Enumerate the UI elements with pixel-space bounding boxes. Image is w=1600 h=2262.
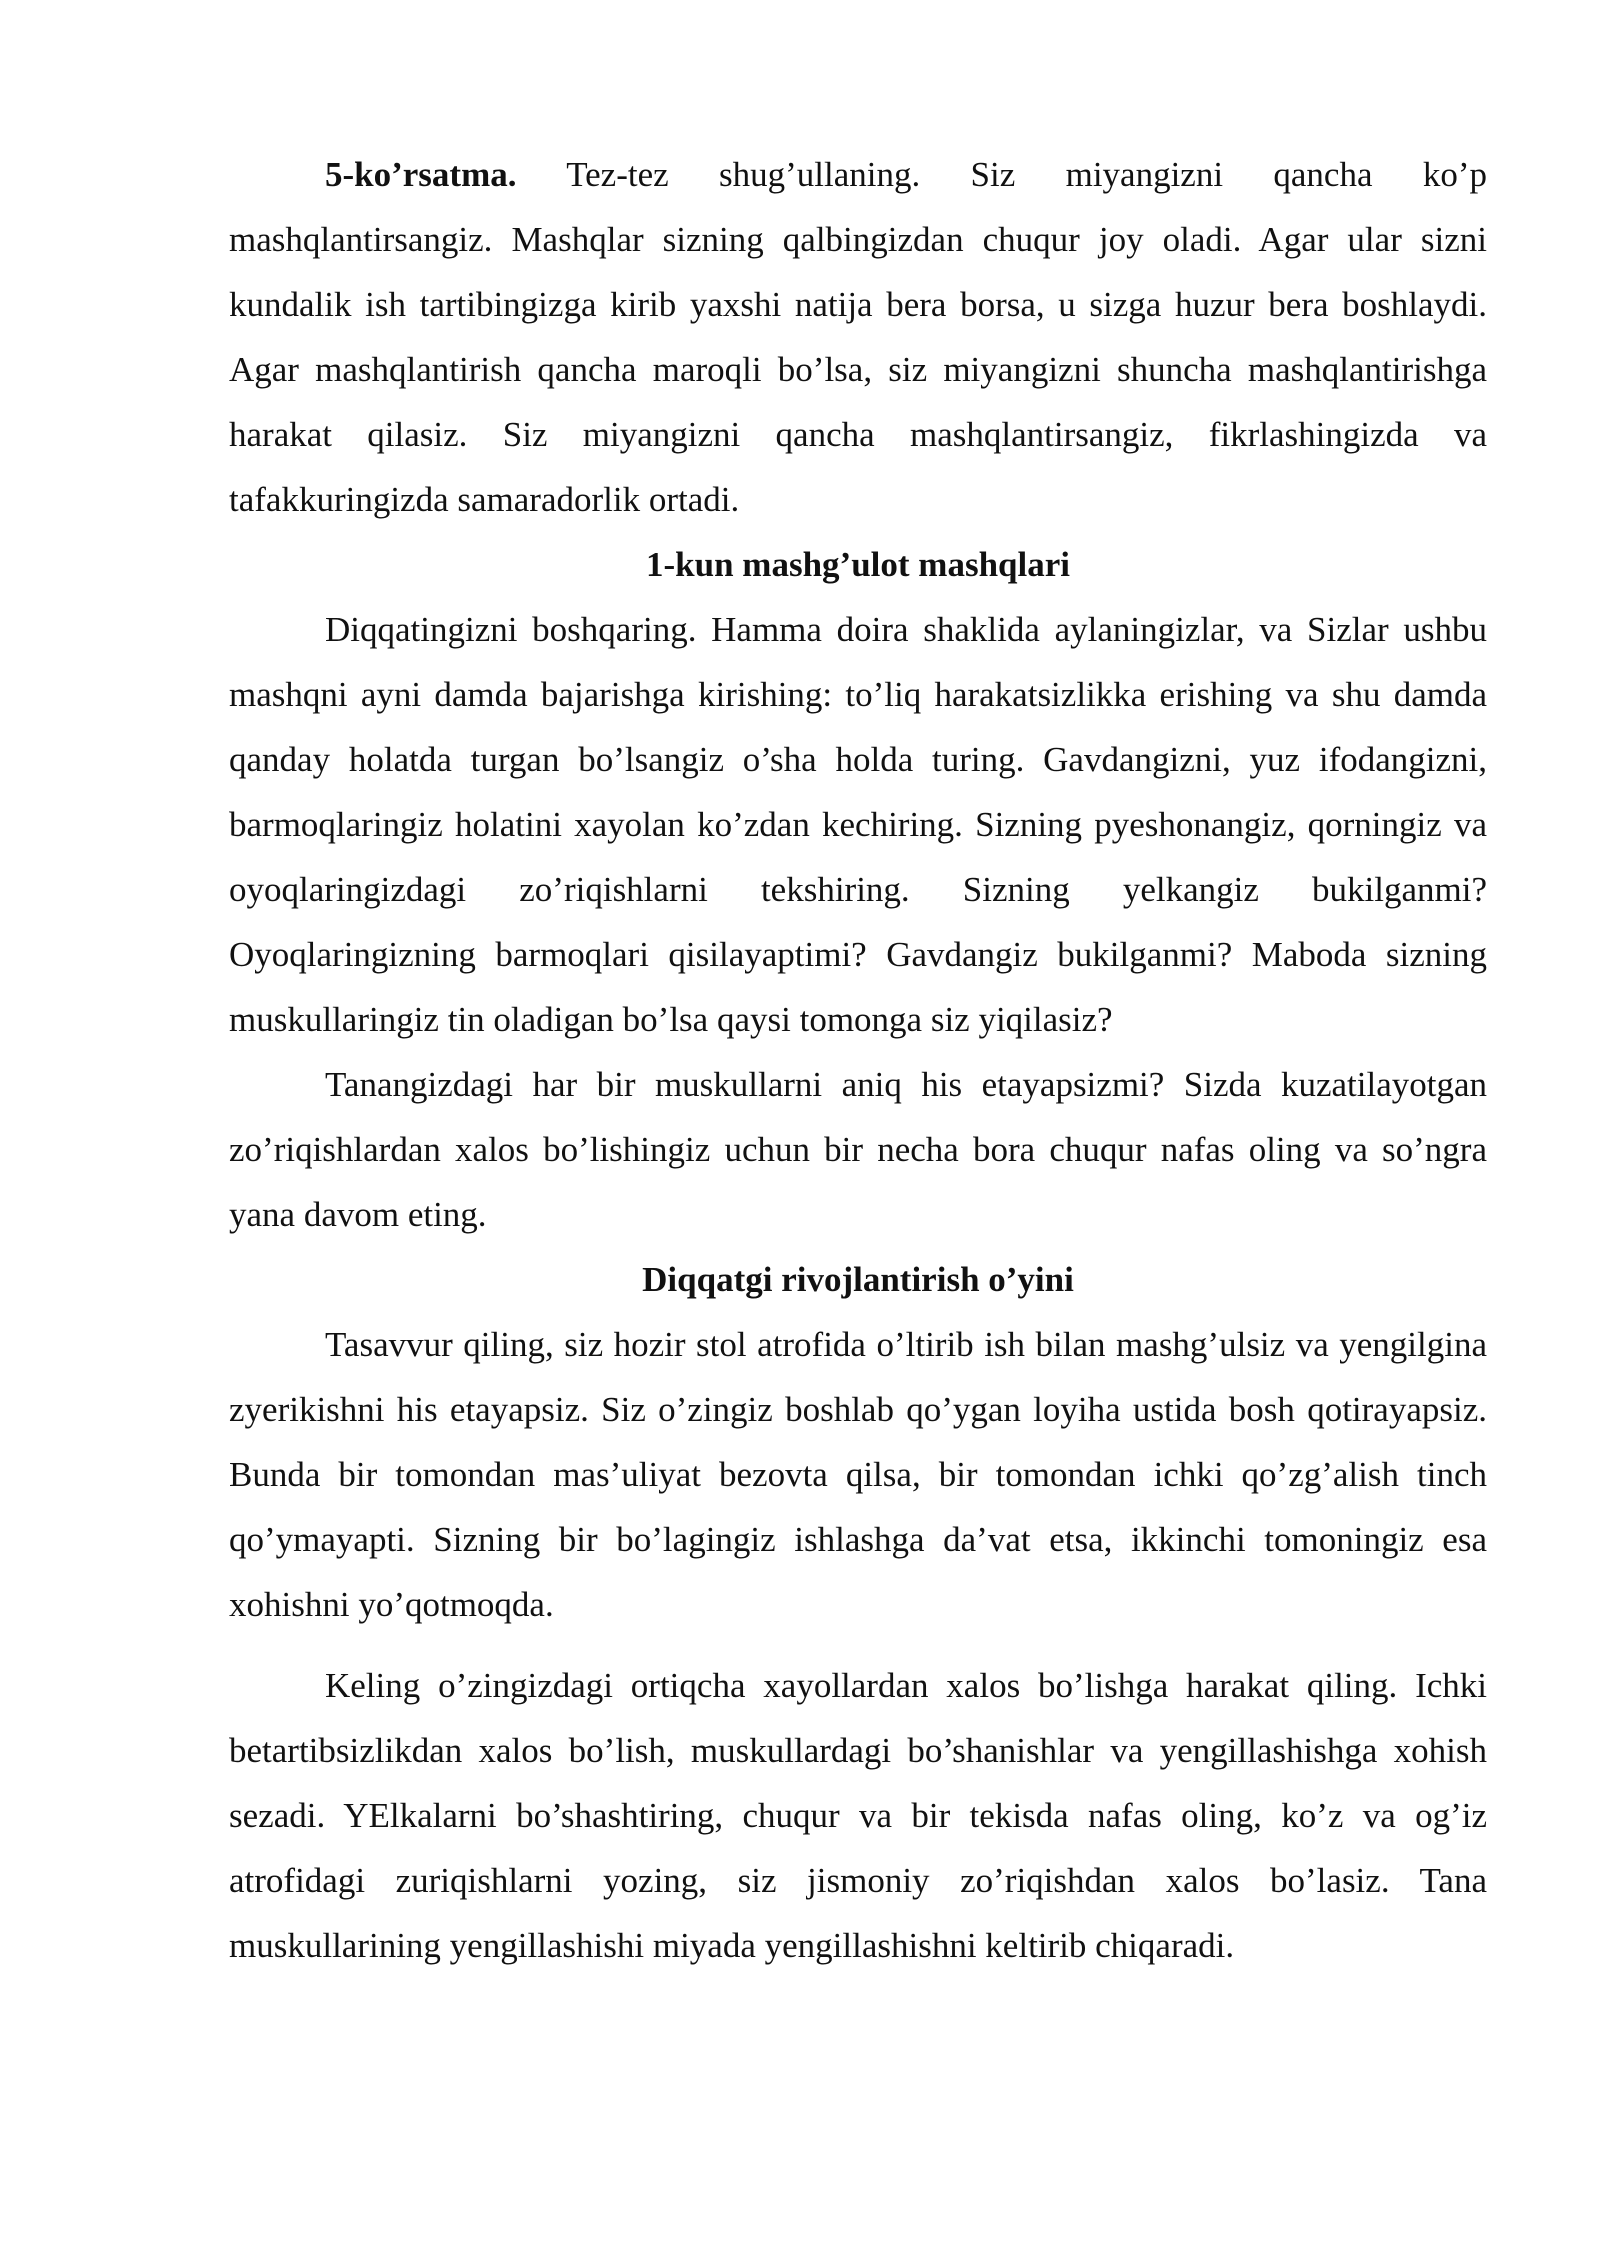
- heading-day1: 1-kun mashg’ulot mashqlari: [646, 545, 1070, 584]
- paragraph-day1-1: Diqqatingizni boshqaring. Hamma doira shaklida aylaningizlar, va Sizlar ushbu mashqni ayni damda bajarishga kirishing: to’liq harakatsizlikka erishing va shu damda qanday holatda turgan bo’lsangiz o’sha holda turing. Gavdangizni, yuz ifodangizni, barmoqlaringiz holatini xayolan ko’zdan kechiring. Sizning pyeshonangiz, qorningiz va oyoqlaringizdagi zo’riqishlarni tekshiring. Sizning yelkangiz bukilganmi? Oyoqlaringizning barmoqlari qisilayaptimi? Gavdangiz bukilganmi? Maboda sizning muskullaringiz tin oladigan bo’lsa qaysi tomonga siz yiqilasiz?: [229, 610, 1487, 1039]
- paragraph-game-2: Keling o’zingizdagi ortiqcha xayollardan xalos bo’lishga harakat qiling. Ichki betartibsizlikdan xalos bo’lish, muskullardagi bo’shanishlar va yengillashishga xohish sezadi. YElkalarni bo’shashtiring, chuqur va bir tekisda nafas oling, ko’z va og’iz atrofidagi zuriqishlarni yozing, siz jismoniy zo’riqishdan xalos bo’lasiz. Tana muskullarining yengillashishi miyada yengillashishni keltirib chiqaradi.: [229, 1666, 1487, 1965]
- instruction-lead: 5-ko’rsatma.: [325, 155, 517, 194]
- paragraph-instruction-5: [229, 142, 1487, 532]
- paragraph-game-1: Tasavvur qiling, siz hozir stol atrofida o’ltirib ish bilan mashg’ulsiz va yengilgina zyerikishni his etayapsiz. Siz o’zingiz boshlab qo’ygan loyiha ustida bosh qotirayapsiz. Bunda bir tomondan mas’uliyat bezovta qilsa, bir tomondan ichki qo’zg’alish tinch qo’ymayapti. Sizning bir bo’lagingiz ishlashga da’vat etsa, ikkinchi tomoningiz esa xohishni yo’qotmoqda.: [229, 1325, 1487, 1624]
- paragraph-day1-2: Tanangizdagi har bir muskullarni aniq his etayapsizmi? Sizda kuzatilayotgan zo’riqishlardan xalos bo’lishingiz uchun bir necha bora chuqur nafas oling va so’ngra yana davom eting.: [229, 1065, 1487, 1234]
- heading-game: Diqqatgi rivojlantirish o’yini: [642, 1260, 1074, 1299]
- instruction-text: Tez-tez shug’ullaning. Siz miyangizni qancha ko’p mashqlantirsangiz. Mashqlar sizning qalbingizdan chuqur joy oladi. Agar ular sizni kundalik ish tartibingizga kirib yaxshi natija bera borsa, u sizga huzur bera boshlaydi. Agar mashqlantirish qancha maroqli bo’lsa, siz miyangizni shuncha mashqlantirishga harakat qilasiz. Siz miyangizni qancha mashqlantirsangiz, fikrlashingizda va tafakkuringizda samaradorlik ortadi.: [229, 155, 1487, 519]
- document-page: [229, 142, 1487, 1978]
